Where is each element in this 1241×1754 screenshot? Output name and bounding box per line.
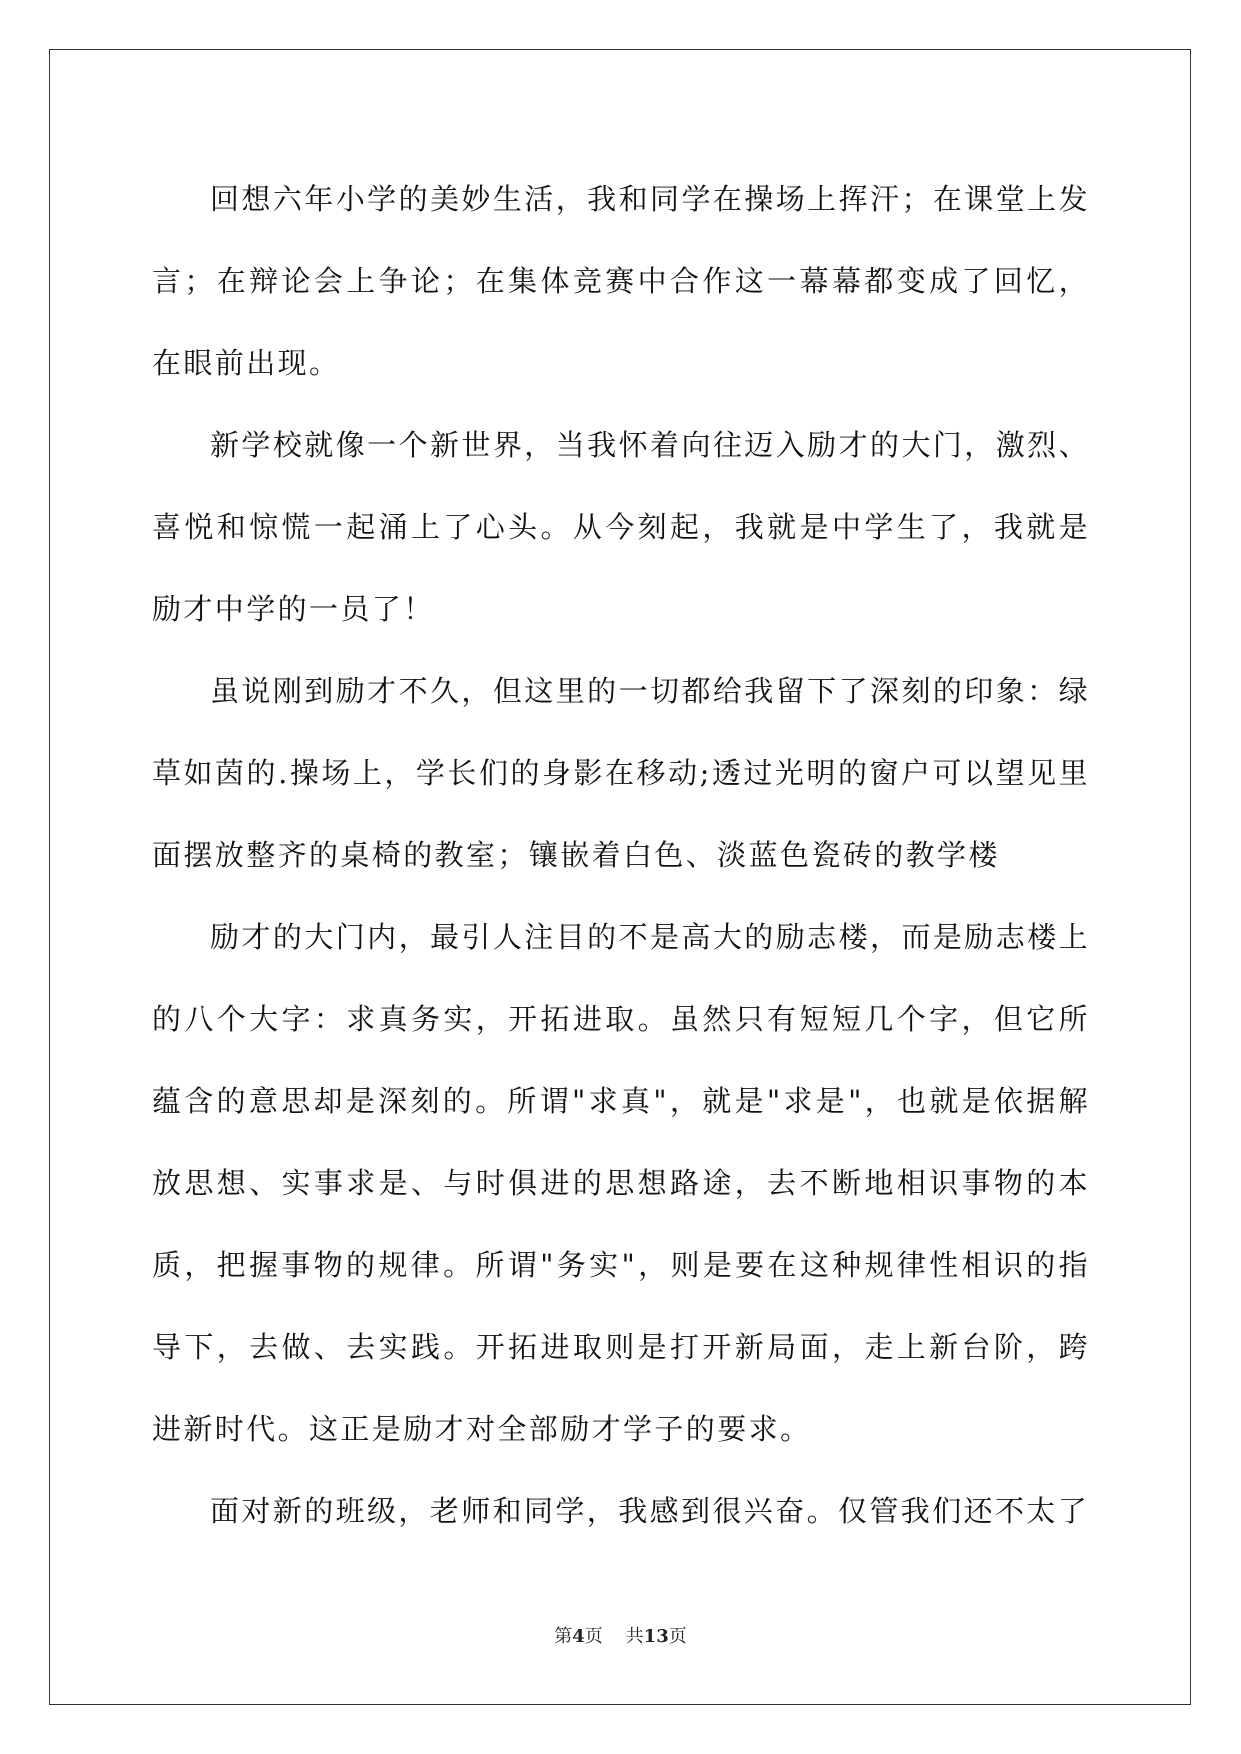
paragraph-4: 励才的大门内，最引人注目的不是高大的励志楼，而是励志楼上的八个大字：求真务实，开拓进取。虽然只有短短几个字，但它所蕴含的意思却是深刻的。所谓"求真"，就是"求是"，也就是依据解放思想、实事求是、与时俱进的思想路途，去不断地相识事物的本质，把握事物的规律。所谓"务实"，则是要在这种规律性相识的指导下，去做、去实践。开拓进取则是打开新局面，走上新台阶，跨进新时代。这正是励才对全部励才学子的要求。 xyxy=(152,920,1090,1446)
page-prefix: 第 xyxy=(554,1626,573,1647)
paragraph-1: 回想六年小学的美妙生活，我和同学在操场上挥汗；在课堂上发言；在辩论会上争论；在集体竞赛中合作这一幕幕都变成了回忆，在眼前出现。 xyxy=(152,182,1090,380)
total-prefix: 共 xyxy=(625,1626,644,1647)
paragraph-2: 新学校就像一个新世界，当我怀着向往迈入励才的大门，激烈、喜悦和惊慌一起涌上了心头。从今刻起，我就是中学生了，我就是励才中学的一员了！ xyxy=(152,428,1090,626)
page-current: 4 xyxy=(572,1626,585,1647)
page-total: 13 xyxy=(643,1626,669,1647)
paragraph-3: 虽说刚到励才不久，但这里的一切都给我留下了深刻的印象：绿草如茵的.操场上，学长们的身影在移动;透过光明的窗户可以望见里面摆放整齐的桌椅的教室；镶嵌着白色、淡蓝色瓷砖的教学楼 xyxy=(152,674,1090,872)
document-body xyxy=(152,158,1090,1552)
page-footer xyxy=(0,1622,1241,1648)
total-suffix: 页 xyxy=(668,1626,687,1647)
page-suffix: 页 xyxy=(584,1626,603,1647)
paragraph-5: 面对新的班级，老师和同学，我感到很兴奋。仅管我们还不太了 xyxy=(210,1494,1090,1528)
